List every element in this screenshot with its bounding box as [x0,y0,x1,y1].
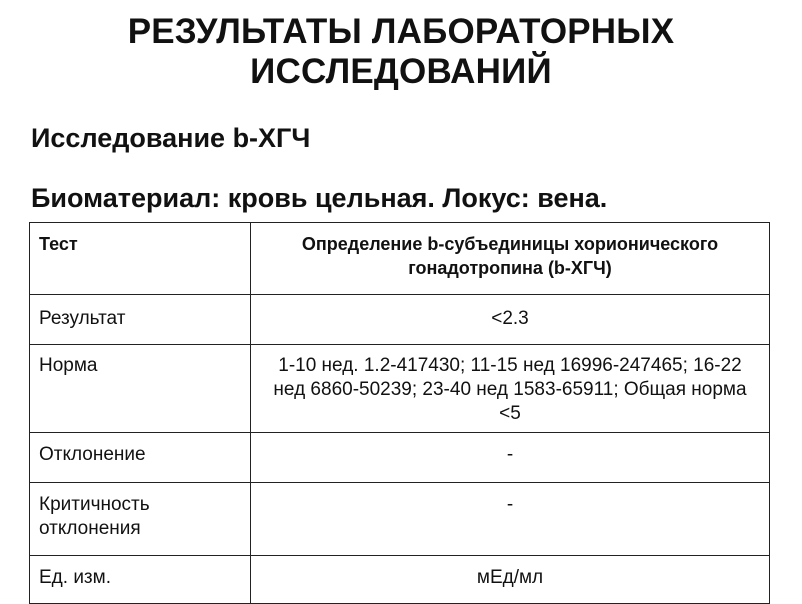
deviation-label-cell: Отклонение [30,433,251,483]
criticality-label-cell: Критичность отклонения [30,483,251,556]
page-title-line-2: ИССЛЕДОВАНИЙ [250,52,552,91]
page-title-line-1: РЕЗУЛЬТАТЫ ЛАБОРАТОРНЫХ [127,12,675,51]
table-row-deviation [30,433,770,483]
header-label-cell: Тест [30,223,251,295]
unit-value-cell: мЕд/мл [251,556,770,604]
unit-label-cell: Ед. изм. [30,556,251,604]
norm-value-cell: 1-10 нед. 1.2-417430; 11-15 нед 16996-247465; 16-22 нед 6860-50239; 23-40 нед 1583-65911; Общая норма <5 [251,345,770,433]
table-header-row [30,223,770,295]
results-table [29,222,770,604]
study-heading: Исследование b-ХГЧ [31,123,311,153]
criticality-value-cell: - [251,483,770,556]
table-row-criticality [30,483,770,556]
table-row-unit [30,556,770,604]
deviation-value-cell: - [251,433,770,483]
biomaterial-line: Биоматериал: кровь цельная. Локус: вена. [31,183,608,213]
table-row-norm [30,345,770,433]
table-row-result [30,295,770,345]
result-value-cell: <2.3 [251,295,770,345]
norm-label-cell: Норма [30,345,251,433]
page-title [0,12,802,92]
result-label-cell: Результат [30,295,251,345]
header-value-cell: Определение b-субъединицы хорионического гонадотропина (b-ХГЧ) [251,223,770,295]
